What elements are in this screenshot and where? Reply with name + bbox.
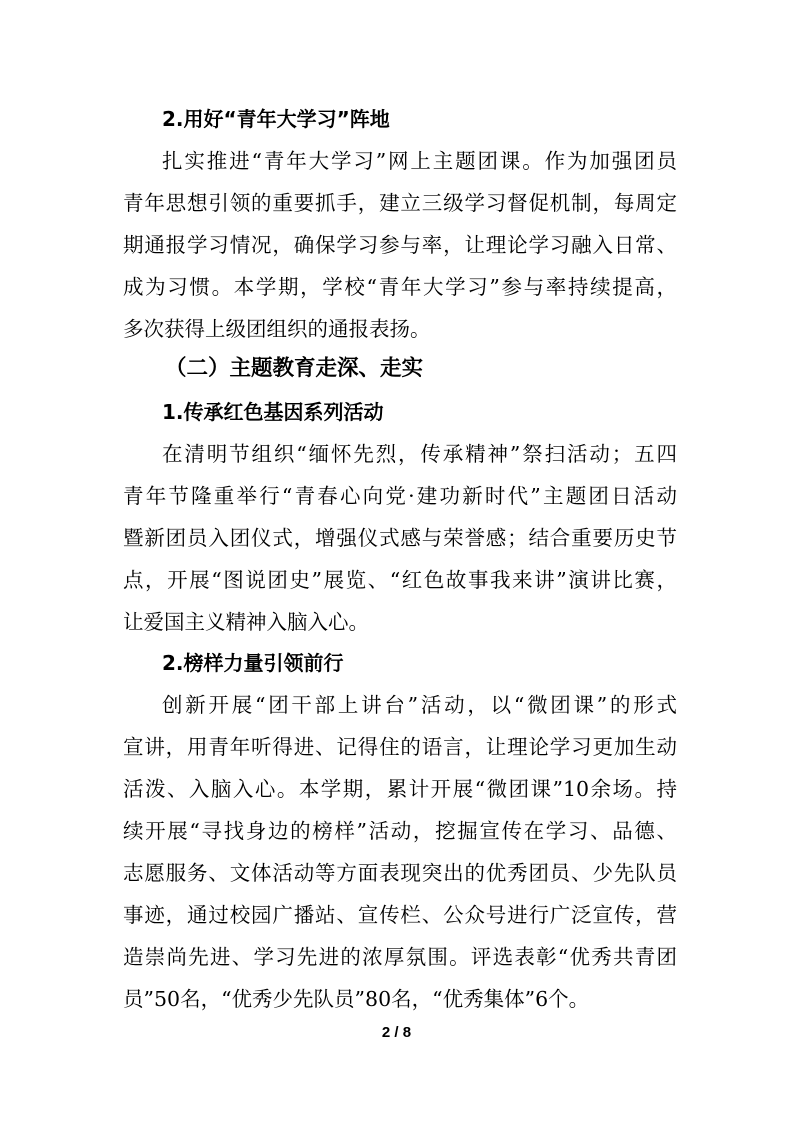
section-heading-youth-study: 2.用好“青年大学习”阵地 (162, 107, 390, 131)
paragraph-line: 在清明节组织“缅怀先烈，传承精神”祭扫活动；五四 (162, 442, 677, 466)
section-heading-theme-education: （二）主题教育走深、走实 (165, 356, 424, 381)
page-number: 2 / 8 (381, 1024, 412, 1041)
paragraph-line: 期通报学习情况，确保学习参与率，让理论学习融入日常、 (123, 233, 677, 257)
paragraph-line: 多次获得上级团组织的通报表扬。 (123, 317, 431, 341)
paragraph-line: 创新开展“团干部上讲台”活动，以“微团课”的形式 (162, 693, 677, 717)
paragraph-line: 青年思想引领的重要抓手，建立三级学习督促机制，每周定 (123, 191, 677, 215)
paragraph-line: 让爱国主义精神入脑入心。 (123, 610, 369, 634)
paragraph-line: 志愿服务、文体活动等方面表现突出的优秀团员、少先队员 (123, 861, 677, 885)
section-heading-red-gene: 1.传承红色基因系列活动 (162, 400, 384, 424)
paragraph-line: 点，开展“图说团史”展览、“红色故事我来讲”演讲比赛， (123, 568, 677, 592)
paragraph-line: 续开展“寻找身边的榜样”活动，挖掘宣传在学习、品德、 (123, 819, 677, 843)
paragraph-line: 员”50名，“优秀少先队员”80名，“优秀集体”6个。 (123, 987, 590, 1011)
section-heading-role-models: 2.榜样力量引领前行 (162, 651, 344, 675)
paragraph-line: 活泼、入脑入心。本学期，累计开展“微团课”10余场。持 (123, 777, 677, 801)
paragraph-line: 事迹，通过校园广播站、宣传栏、公众号进行广泛宣传，营 (123, 903, 677, 927)
paragraph-line: 宣讲，用青年听得进、记得住的语言，让理论学习更加生动 (123, 735, 677, 759)
paragraph-line: 暨新团员入团仪式，增强仪式感与荣誉感；结合重要历史节 (123, 526, 677, 550)
paragraph-line: 扎实推进“青年大学习”网上主题团课。作为加强团员 (162, 149, 677, 173)
paragraph-line: 青年节隆重举行“青春心向党·建功新时代”主题团日活动 (123, 484, 677, 508)
paragraph-line: 成为习惯。本学期，学校“青年大学习”参与率持续提高， (123, 275, 677, 299)
paragraph-line: 造崇尚先进、学习先进的浓厚氛围。评选表彰“优秀共青团 (123, 945, 677, 969)
